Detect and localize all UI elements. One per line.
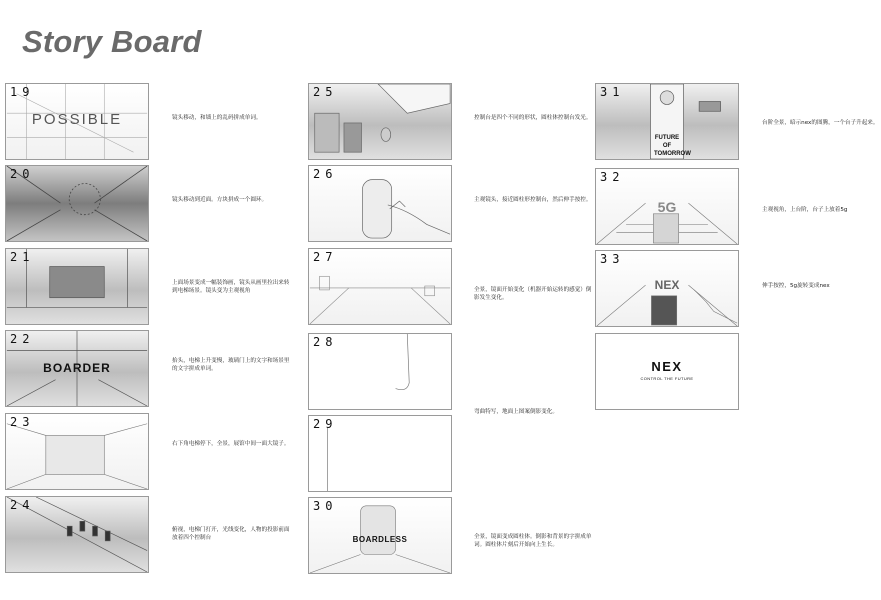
storyboard-frame-30 — [308, 497, 452, 574]
frame-description: 右下角电梯停下，全景，展馆中间一面大镜子。 — [172, 441, 290, 447]
storyboard-frame-25 — [308, 83, 452, 160]
storyboard-frame-29 — [308, 415, 452, 492]
frame-number: 30 — [313, 499, 338, 513]
frame-number: 25 — [313, 85, 338, 99]
frame-description: 全景，镜面开始变化（机器开始运转的感觉）倒影发生变化。 — [474, 287, 592, 301]
frame-overlay-text: FUTURE OF TOMORROW — [654, 135, 691, 157]
storyboard-frame-28 — [308, 333, 452, 410]
storyboard-frame-33 — [595, 250, 739, 327]
frame-number: 19 — [10, 85, 35, 99]
frame-number: 22 — [10, 332, 35, 346]
frame-description: 伸手按控，5g旋转变成nex — [762, 283, 830, 289]
frame-overlay-text: POSSIBLE — [31, 111, 123, 128]
frame-number: 31 — [600, 85, 625, 99]
frame-description: 控制台是四个不同的形状，圆柱体控制台发光。 — [474, 115, 592, 121]
frame-description: 主观镜头，接近圆柱形控制台，然后伸手按控。 — [474, 197, 592, 203]
frame-description: 台阶全景，暗示nex的图腾，一个台子升起来。 — [762, 120, 879, 126]
storyboard-frame-19 — [5, 83, 149, 160]
frame-description: 抬头，电梯上升变慢，玻璃门上的文字和场景里的文字拼成单词。 — [172, 358, 290, 372]
frame-overlay-text: NEX — [651, 359, 683, 374]
storyboard-frame-31 — [595, 83, 739, 160]
frame-description: 弯曲特写，地面上图案倒影变化。 — [474, 409, 558, 415]
frame-number: 21 — [10, 250, 35, 264]
storyboard-frame-24 — [5, 496, 149, 573]
frame-number: 26 — [313, 167, 338, 181]
frame-overlay-text: BOARDER — [43, 361, 111, 375]
frame-overlay-text: NEX — [654, 278, 680, 292]
storyboard-frame-23 — [5, 413, 149, 490]
frame-number: 23 — [10, 415, 35, 429]
frame-number: 24 — [10, 498, 35, 512]
frame-overlay-text: BOARDLESS — [352, 535, 408, 544]
frame-number: 27 — [313, 250, 338, 264]
storyboard-frame-27 — [308, 248, 452, 325]
frame-number: 20 — [10, 167, 35, 181]
frame-number: 28 — [313, 335, 338, 349]
frame-number: 33 — [600, 252, 625, 266]
storyboard-frame-26 — [308, 165, 452, 242]
frame-subtitle: CONTROL THE FUTURE — [640, 376, 694, 381]
frame-description: 俯视，电梯门打开，光线变化，人物的投影前面放着四个控制台 — [172, 527, 290, 541]
storyboard-frame-20 — [5, 165, 149, 242]
frame-number: 32 — [600, 170, 625, 184]
frame-number: 29 — [313, 417, 338, 431]
storyboard-frame-32 — [595, 168, 739, 245]
frame-description: 上面场景变成一幅装饰画，镜头从画里拉出来转到电梯场景。镜头变为主观视角 — [172, 280, 290, 294]
page-title: Story Board — [22, 24, 202, 59]
storyboard-frame-21 — [5, 248, 149, 325]
frame-description: 镜头移动到近面。方块拼成一个圆环。 — [172, 197, 268, 203]
storyboard-frame-22 — [5, 330, 149, 407]
storyboard-frame-end — [595, 333, 739, 410]
frame-description: 镜头移动，和墙上的乱码拼成单词。 — [172, 115, 262, 121]
frame-description: 全景，镜面变成圆柱体。倒影和背景的字拼成单词。圆柱体片刻后开始向上生长。 — [474, 534, 592, 548]
frame-overlay-text: 5G — [657, 199, 677, 215]
frame-description: 主观视角，上台阶，台子上放着5g — [762, 207, 848, 213]
